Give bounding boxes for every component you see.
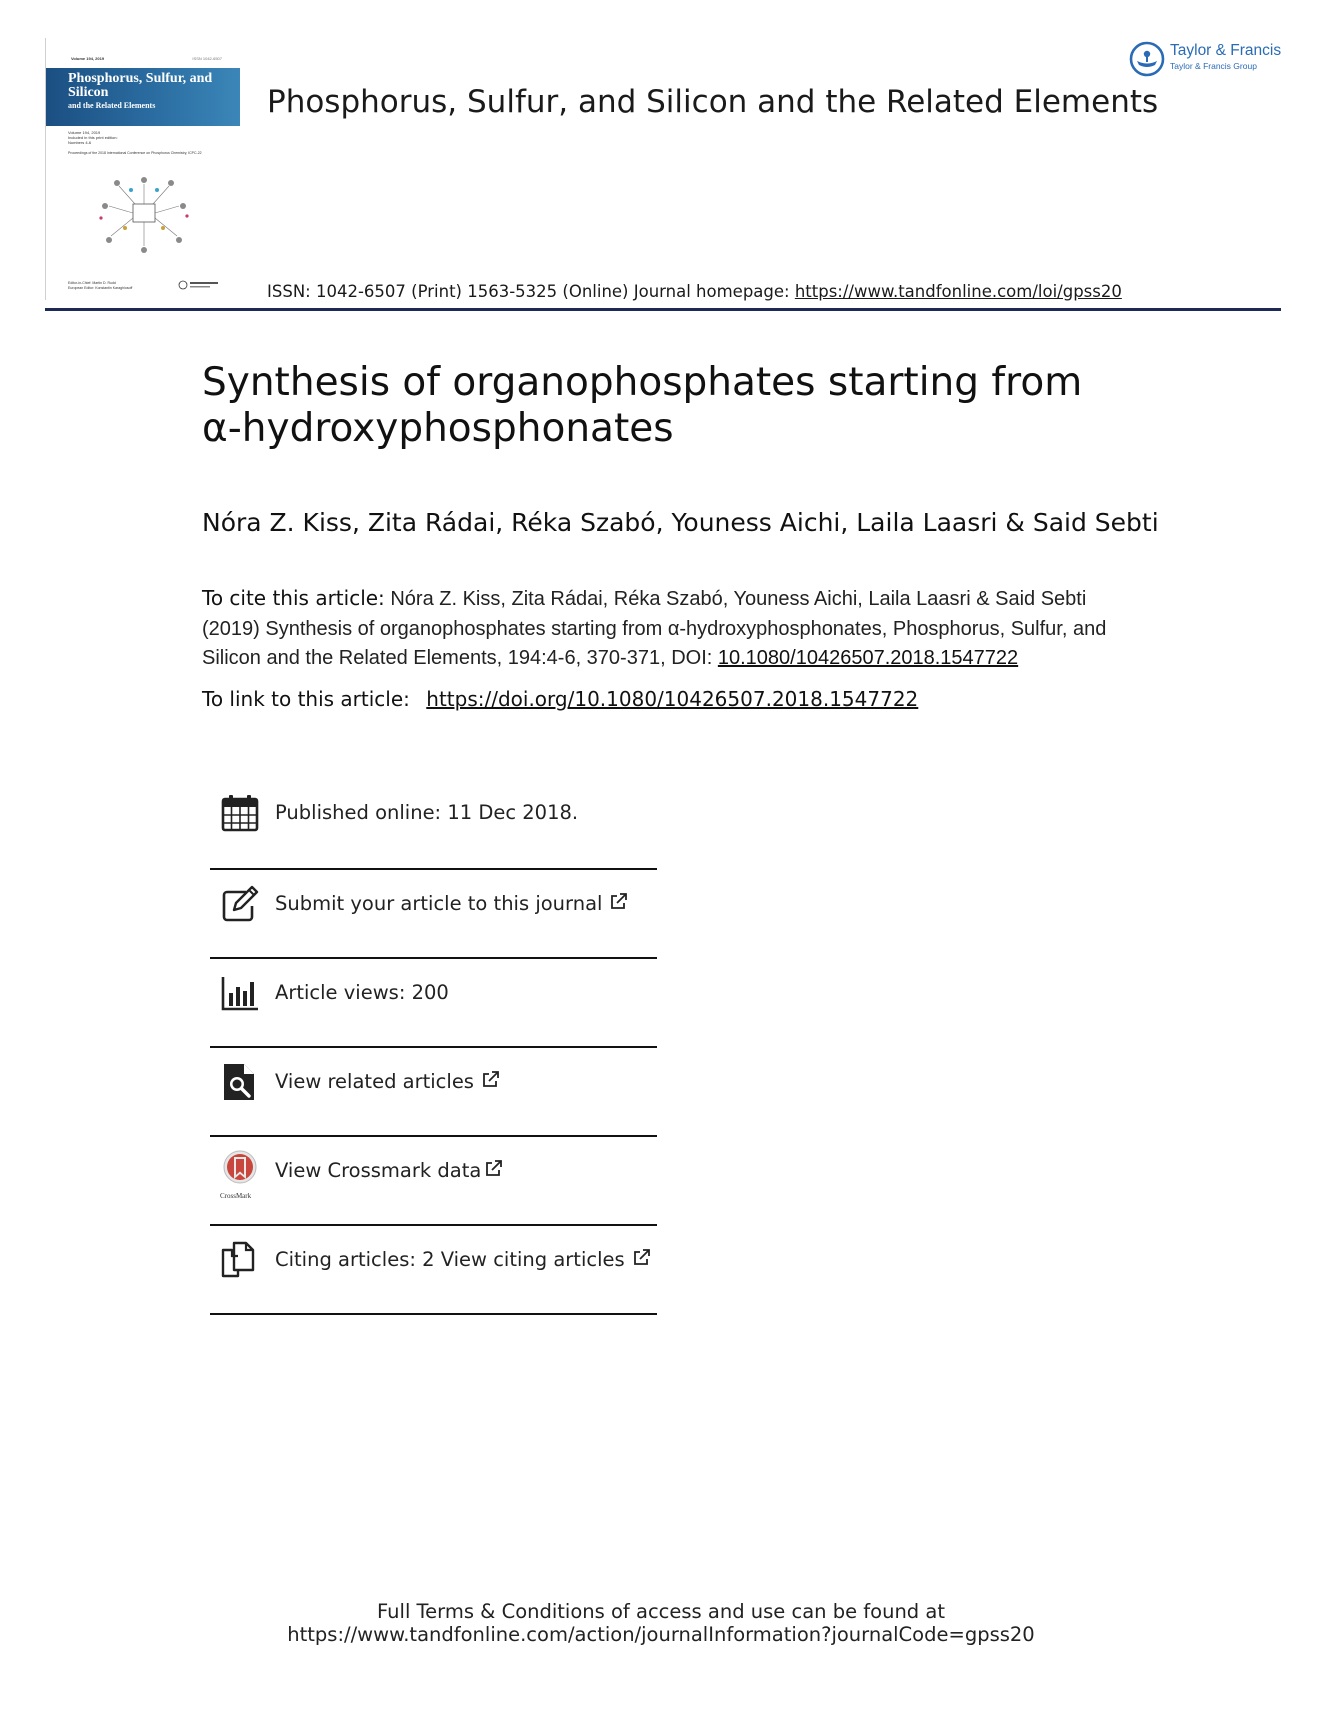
published-online-item <box>210 779 657 870</box>
doi-link[interactable]: 10.1080/10426507.2018.1547722 <box>717 647 1019 669</box>
footer-terms-url[interactable]: https://www.tandfonline.com/action/journalInformation?journalCode=gpss20 <box>287 1623 1035 1646</box>
publisher-group: Taylor & Francis Group <box>1170 61 1257 71</box>
cover-publisher-logo <box>178 280 222 290</box>
submit-article-item[interactable] <box>210 870 657 959</box>
crossmark-link[interactable] <box>275 1159 503 1182</box>
citing-articles-label: Citing articles: 2 View citing articles <box>275 1248 625 1271</box>
citing-articles-link[interactable] <box>275 1248 651 1271</box>
issn-line <box>267 282 1122 301</box>
cite-label: To cite this article: <box>202 586 385 610</box>
journal-cover-thumbnail <box>45 38 240 300</box>
cover-issue-info: Volume 194, 2019 Included in this print edition: Numbers 4-6 <box>68 130 118 145</box>
crossmark-item[interactable] <box>210 1137 657 1226</box>
cover-top-strip <box>46 38 240 68</box>
submit-article-link[interactable] <box>275 892 628 915</box>
cover-editors: Editor-in-Chief: Martin D. Rudd European Editor: Konstantin Karaghiosoff <box>68 281 133 290</box>
external-link-icon <box>483 1159 503 1179</box>
cover-subtitle: and the Related Elements <box>68 101 156 110</box>
journal-title: Phosphorus, Sulfur, and Silicon and the Related Elements <box>267 84 1159 120</box>
external-link-icon <box>480 1070 500 1090</box>
related-articles-label: View related articles <box>275 1070 474 1093</box>
submit-article-label: Submit your article to this journal <box>275 892 603 915</box>
related-articles-link[interactable] <box>275 1070 500 1093</box>
calendar-icon <box>220 793 260 833</box>
external-link-icon <box>608 892 628 912</box>
publisher-logo <box>1128 40 1288 78</box>
link-label: To link to this article: <box>202 687 410 711</box>
header-divider <box>45 308 1281 311</box>
crossmark-logo-text: CrossMark <box>220 1192 252 1200</box>
crossmark-icon <box>220 1149 260 1189</box>
publisher-name: Taylor & Francis <box>1170 42 1282 59</box>
terms-footer <box>0 1600 1322 1646</box>
published-online-text: Published online: 11 Dec 2018. <box>275 801 579 824</box>
bar-chart-icon <box>220 973 260 1013</box>
article-views-item <box>210 959 657 1048</box>
cover-title: Phosphorus, Sulfur, and Silicon <box>68 71 213 100</box>
search-document-icon <box>220 1062 260 1102</box>
citing-articles-item[interactable] <box>210 1226 657 1315</box>
article-title: Synthesis of organophosphates starting from α-hydroxyphosphonates <box>202 360 1083 451</box>
crossmark-label: View Crossmark data <box>275 1159 482 1182</box>
related-articles-item[interactable] <box>210 1048 657 1137</box>
article-info-list <box>210 779 657 1315</box>
crossmark-logo <box>220 1149 260 1200</box>
issn-text: ISSN: 1042-6507 (Print) 1563-5325 (Online) Journal homepage: <box>267 282 795 301</box>
cover-note: ISSN 1042-6507 <box>192 56 222 61</box>
article-link-row <box>202 687 918 711</box>
article-doi-url[interactable]: https://doi.org/10.1080/10426507.2018.1547722 <box>426 687 919 711</box>
cover-proceedings: Proceedings of the 2018 International Conference on Phosphorus Chemistry, ICPC-22 <box>68 151 202 155</box>
article-views-text: Article views: 200 <box>275 981 449 1004</box>
cover-title-band <box>46 68 240 126</box>
footer-line-1: Full Terms & Conditions of access and use can be found at <box>377 1600 945 1623</box>
article-authors: Nóra Z. Kiss, Zita Rádai, Réka Szabó, Youness Aichi, Laila Laasri & Said Sebti <box>202 508 1159 537</box>
taylor-francis-logo-icon <box>1128 40 1166 78</box>
cite-text: Nóra Z. Kiss, Zita Rádai, Réka Szabó, Youness Aichi, Laila Laasri & Said Sebti (2019) Synthesis of organophosphates starting from α-hydroxyphosphonates, Phosphorus, Sulfur, and Silicon and the Related Elements, 194:4-6, 370-371, DOI: <box>202 588 1107 669</box>
journal-homepage-link[interactable]: https://www.tandfonline.com/loi/gpss20 <box>794 282 1122 301</box>
edit-icon <box>220 884 260 924</box>
cover-volume: Volume 194, 2019 <box>71 56 105 61</box>
documents-copy-icon <box>220 1240 260 1280</box>
external-link-icon <box>631 1248 651 1268</box>
citation-block <box>202 585 1132 674</box>
cover-scheme-graphic <box>91 166 201 266</box>
